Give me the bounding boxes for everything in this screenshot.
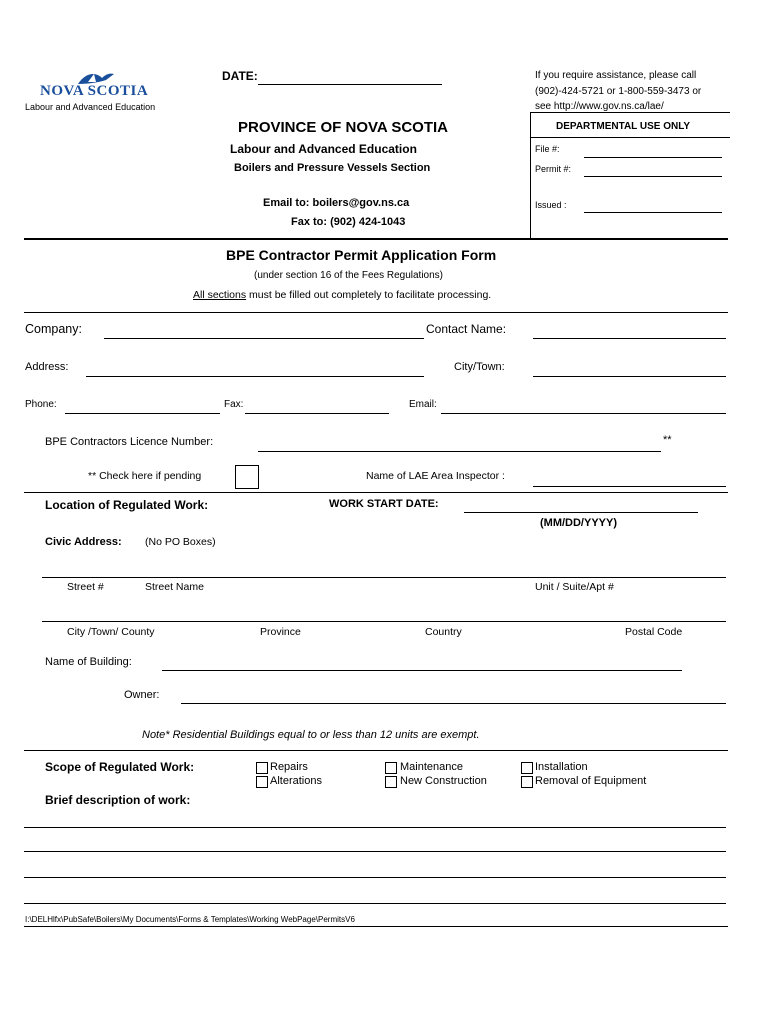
address-label: Address: (25, 361, 69, 373)
nova-scotia-logo (40, 70, 150, 102)
section-rule-1 (24, 492, 728, 493)
company-field[interactable] (104, 338, 424, 339)
form-instruction (193, 289, 491, 301)
removal-label: Removal of Equipment (535, 775, 647, 787)
maintenance-checkbox[interactable] (385, 762, 397, 774)
office-title-rule (530, 137, 730, 138)
city-town-field[interactable] (533, 376, 726, 377)
permit-number-field[interactable] (584, 176, 722, 177)
inspector-field[interactable] (533, 486, 726, 487)
unit-label: Unit / Suite/Apt # (535, 581, 614, 593)
contact-name-field[interactable] (533, 338, 726, 339)
assist-line-3: see http://www.gov.ns.ca/lae/ (535, 101, 664, 112)
footer-path: I:\DELHlfx\PubSafe\Boilers\My Documents\Forms & Templates\Working WebPage\PermitsV6 (25, 915, 355, 924)
description-line-1[interactable] (24, 827, 726, 828)
licence-stars: ** (663, 434, 672, 446)
description-line-2[interactable] (24, 851, 726, 852)
scope-label: Scope of Regulated Work: (45, 760, 195, 774)
removal-checkbox[interactable] (521, 776, 533, 788)
assist-line-1: If you require assistance, please call (535, 70, 697, 81)
owner-field[interactable] (181, 703, 726, 704)
installation-checkbox[interactable] (521, 762, 533, 774)
province-label: Province (260, 626, 301, 638)
description-line-4[interactable] (24, 903, 726, 904)
country-label: Country (425, 626, 462, 638)
issued-field[interactable] (584, 212, 722, 213)
address-field[interactable] (86, 376, 424, 377)
date-label: DATE: (222, 69, 258, 83)
email-address: Email to: boilers@gov.ns.ca (263, 197, 410, 209)
logo-subtitle: Labour and Advanced Education (25, 102, 156, 112)
title-rule (24, 312, 728, 313)
date-field[interactable] (258, 84, 442, 85)
new-construction-checkbox[interactable] (385, 776, 397, 788)
brief-description-label: Brief description of work: (45, 793, 191, 807)
instruction-rest: must be filled out completely to facilitate processing. (246, 289, 492, 301)
building-name-label: Name of Building: (45, 656, 132, 668)
installation-label: Installation (535, 761, 588, 773)
alterations-checkbox[interactable] (256, 776, 268, 788)
section-name: Boilers and Pressure Vessels Section (234, 162, 431, 174)
pending-checkbox[interactable] (235, 465, 259, 489)
permit-label: Permit #: (535, 164, 572, 174)
form-subtitle: (under section 16 of the Fees Regulations) (254, 270, 443, 281)
office-box-divider (530, 112, 531, 240)
company-label: Company: (25, 322, 82, 336)
exemption-note: Note* Residential Buildings equal to or less than 12 units are exempt. (142, 729, 480, 741)
assist-line-2: (902)-424-5721 or 1-800-559-3473 or (535, 86, 702, 97)
instruction-underlined: All sections (193, 289, 247, 301)
location-label: Location of Regulated Work: (45, 498, 209, 512)
repairs-checkbox[interactable] (256, 762, 268, 774)
fax-number: Fax to: (902) 424-1043 (291, 216, 406, 228)
street-address-field[interactable] (42, 577, 726, 578)
start-date-field[interactable] (464, 512, 698, 513)
postal-code-label: Postal Code (625, 626, 683, 638)
maintenance-label: Maintenance (400, 761, 463, 773)
start-date-label: WORK START DATE: (329, 498, 439, 510)
fax-label: Fax: (224, 399, 244, 410)
new-construction-label: New Construction (400, 775, 487, 787)
office-box-top (530, 112, 730, 113)
email-label: Email: (409, 399, 437, 410)
file-label: File #: (535, 144, 560, 154)
inspector-label: Name of LAE Area Inspector : (366, 470, 505, 482)
office-use-title: DEPARTMENTAL USE ONLY (556, 121, 691, 132)
footer-rule (24, 926, 728, 927)
building-name-field[interactable] (162, 670, 682, 671)
fax-field[interactable] (245, 413, 389, 414)
form-title: BPE Contractor Permit Application Form (226, 247, 497, 263)
city-province-field[interactable] (42, 621, 726, 622)
date-format-hint: (MM/DD/YYYY) (540, 517, 617, 529)
phone-field[interactable] (65, 413, 220, 414)
email-field[interactable] (441, 413, 726, 414)
issued-label: Issued : (535, 200, 567, 210)
owner-label: Owner: (124, 689, 160, 701)
header-separator (24, 238, 728, 240)
repairs-label: Repairs (270, 761, 308, 773)
department-name: Labour and Advanced Education (230, 142, 417, 156)
licence-label: BPE Contractors Licence Number: (45, 436, 214, 448)
city-town-label: City/Town: (454, 361, 505, 373)
no-po-note: (No PO Boxes) (145, 536, 216, 548)
phone-label: Phone: (25, 399, 57, 410)
street-number-label: Street # (67, 581, 104, 593)
alterations-label: Alterations (270, 775, 322, 787)
logo-text: NOVA SCOTIA (40, 83, 149, 99)
street-name-label: Street Name (145, 581, 204, 593)
file-number-field[interactable] (584, 157, 722, 158)
province-title: PROVINCE OF NOVA SCOTIA (238, 119, 449, 136)
pending-label: ** Check here if pending (88, 470, 202, 482)
civic-address-label: Civic Address: (45, 536, 122, 548)
description-line-3[interactable] (24, 877, 726, 878)
contact-name-label: Contact Name: (426, 322, 507, 336)
section-rule-2 (24, 750, 728, 751)
city-county-label: City /Town/ County (67, 626, 155, 638)
licence-field[interactable] (258, 451, 661, 452)
